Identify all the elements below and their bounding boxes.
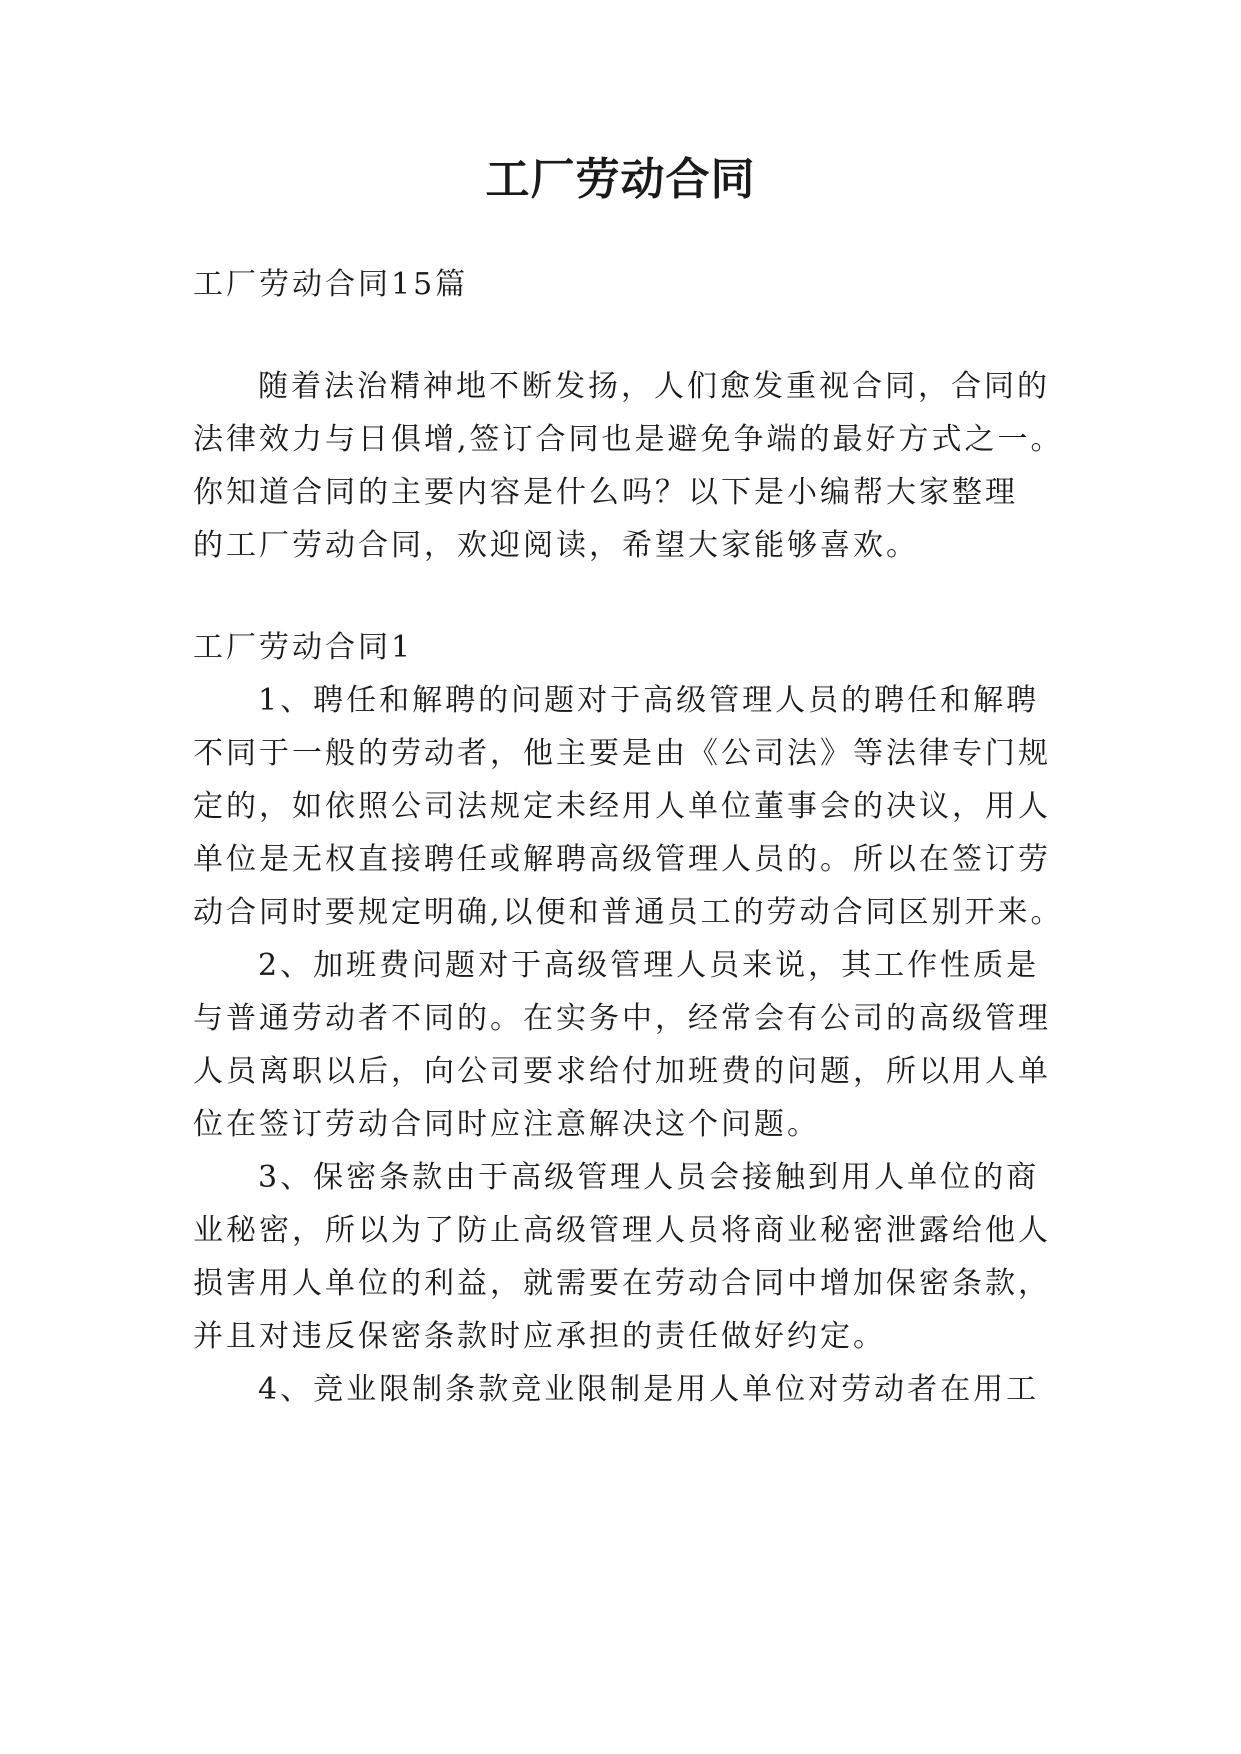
intro-line-3: 你知道合同的主要内容是什么吗？以下是小编帮大家整理 bbox=[193, 475, 1018, 510]
body-line-1: 1、聘任和解聘的问题对于高级管理人员的聘任和解聘 bbox=[258, 683, 1040, 718]
body-line-5: 动合同时要规定明确,以便和普通员工的劳动合同区别开来。 bbox=[193, 895, 1064, 930]
body-line-7: 与普通劳动者不同的。在实务中，经常会有公司的高级管理 bbox=[193, 1001, 1051, 1036]
body-line-2: 不同于一般的劳动者，他主要是由《公司法》等法律专门规 bbox=[193, 736, 1051, 771]
body-line-11: 业秘密，所以为了防止高级管理人员将商业秘密泄露给他人 bbox=[193, 1213, 1051, 1248]
document-subtitle: 工厂劳动合同15篇 bbox=[193, 267, 469, 302]
body-line-12: 损害用人单位的利益，就需要在劳动合同中增加保密条款， bbox=[193, 1266, 1051, 1301]
body-line-8: 人员离职以后，向公司要求给付加班费的问题，所以用人单 bbox=[193, 1054, 1051, 1089]
intro-line-4: 的工厂劳动合同，欢迎阅读，希望大家能够喜欢。 bbox=[193, 528, 919, 563]
section-heading: 工厂劳动合同1 bbox=[193, 630, 414, 665]
document-title: 工厂劳动合同 bbox=[485, 154, 756, 205]
body-line-6: 2、加班费问题对于高级管理人员来说，其工作性质是 bbox=[258, 948, 1040, 983]
body-line-13: 并且对违反保密条款时应承担的责任做好约定。 bbox=[193, 1319, 886, 1354]
body-line-3: 定的，如依照公司法规定未经用人单位董事会的决议，用人 bbox=[193, 789, 1051, 824]
body-line-14: 4、竞业限制条款竞业限制是用人单位对劳动者在用工 bbox=[258, 1372, 1040, 1407]
body-line-10: 3、保密条款由于高级管理人员会接触到用人单位的商 bbox=[258, 1160, 1040, 1195]
body-line-4: 单位是无权直接聘任或解聘高级管理人员的。所以在签订劳 bbox=[193, 842, 1051, 877]
intro-line-1: 随着法治精神地不断发扬，人们愈发重视合同，合同的 bbox=[258, 369, 1050, 404]
intro-line-2: 法律效力与日俱增,签订合同也是避免争端的最好方式之一。 bbox=[193, 422, 1064, 457]
body-line-9: 位在签订劳动合同时应注意解决这个问题。 bbox=[193, 1107, 820, 1142]
